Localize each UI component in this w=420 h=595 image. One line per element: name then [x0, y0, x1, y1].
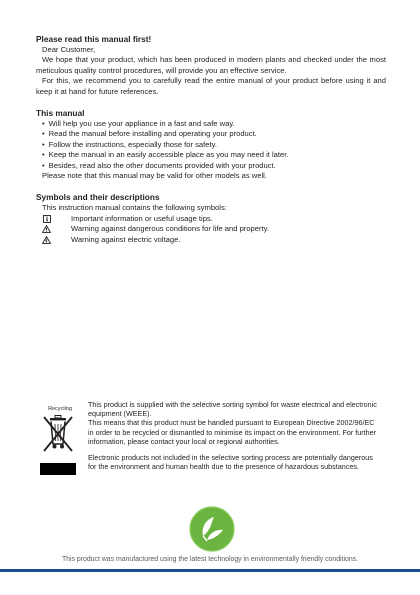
bullet-item: • Keep the manual in an easily accessible place as you may need it later.	[42, 150, 386, 160]
info-icon	[42, 215, 51, 224]
crossed-bin-icon	[40, 414, 76, 454]
weee-black-bar	[40, 463, 76, 475]
manual-bullet-list	[36, 119, 386, 171]
manual-note: Please note that this manual may be valid for other models as well.	[42, 171, 267, 181]
salutation: Dear Customer,	[42, 45, 96, 54]
symbols-heading: Symbols and their descriptions	[36, 192, 160, 203]
footer-statement: This product was manufactured using the latest technology in environmentally friendly conditions.	[61, 556, 359, 563]
symbol-row-warning	[36, 224, 386, 234]
symbol-description: Warning against electric voltage.	[71, 234, 181, 244]
manual-page	[36, 34, 386, 245]
recycling-paragraph-1: This product is supplied with the selective sorting symbol for waste electrical and electronic equipment (WEEE).	[88, 400, 377, 419]
symbols-intro: This instruction manual contains the following symbols:	[42, 203, 227, 213]
weee-symbol	[40, 406, 80, 475]
recycling-caption: Recycling	[48, 406, 72, 412]
intro-paragraph-1: We hope that your product, which has been produced in modern plants and checked under the most meticulous quality control procedures, will provide you an effective service.	[36, 55, 386, 75]
intro-heading: Please read this manual first!	[36, 34, 152, 44]
bullet-item: • Follow the instructions, especially those for safety.	[42, 140, 386, 150]
this-manual-section	[36, 108, 386, 181]
recycling-paragraph-3: Electronic products not included in the selective sorting process are potentially dangerous for the environment and human health due to the presence of hazardous substances.	[88, 453, 373, 472]
symbol-description: Warning against dangerous conditions for life and property.	[71, 224, 269, 234]
intro-paragraph-2: For this, we recommend you to carefully read the entire manual of your product before using it and keep it at hand for future references.	[36, 76, 386, 96]
symbol-row-info	[36, 214, 386, 224]
eco-leaf-icon	[188, 505, 236, 553]
bullet-item: • Besides, read also the other documents provided with your product.	[42, 161, 386, 171]
recycling-text	[88, 400, 380, 471]
symbol-row-electric	[36, 235, 386, 245]
symbols-section	[36, 192, 386, 245]
footer-rule	[0, 569, 420, 572]
electric-warning-icon	[42, 235, 51, 244]
symbol-description: Important information or useful usage tips.	[71, 213, 213, 223]
bullet-item: • Will help you use your appliance in a fast and safe way.	[42, 119, 386, 129]
recycling-paragraph-2: This means that this product must be handled pursuant to European Directive 2002/96/EC in order to be recycled or dismantled to minimise its impact on the environment. For further information, please contact your local or regional authorities.	[88, 418, 377, 446]
warning-triangle-icon	[42, 225, 51, 234]
recycling-notice	[40, 400, 380, 471]
bullet-item: • Read the manual before installing and operating your product.	[42, 129, 386, 139]
manual-heading: This manual	[36, 108, 85, 119]
